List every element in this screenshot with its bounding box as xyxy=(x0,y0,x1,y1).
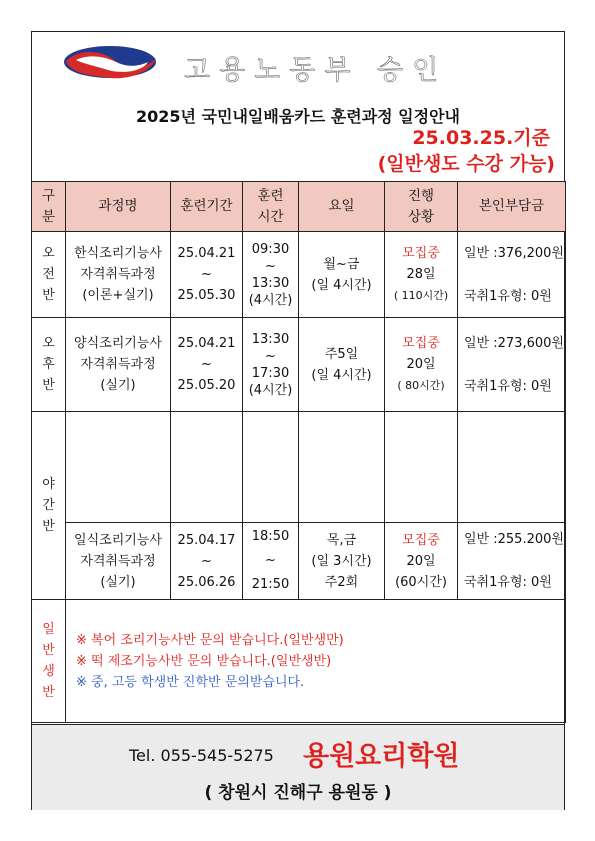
notes-content xyxy=(66,600,566,723)
table-row xyxy=(32,523,566,600)
course-days: 주5일 (일 4시간) xyxy=(299,318,385,412)
ministry-name: 고용노동부 승인 xyxy=(184,55,448,86)
note-line: ※ 복어 조리기능사반 문의 받습니다.(일반생만) xyxy=(76,632,344,648)
address: ( 창원시 진해구 용원동 ) xyxy=(204,783,392,803)
course-status: 모집중 20일 (60시간) xyxy=(385,523,458,600)
header-days: 요일 xyxy=(299,182,385,232)
course-days: 월~금 (일 4시간) xyxy=(299,232,385,318)
header-course: 과정명 xyxy=(66,182,171,232)
table-row xyxy=(32,318,566,412)
course-status: 모집중 28일 ( 110시간) xyxy=(385,232,458,318)
course-time: 09:30 ~ 13:30 (4시간) xyxy=(243,232,299,318)
reference-date: 25.03.25.기준 xyxy=(412,127,550,149)
course-fee: 일반 :273,600원 국취1유형: 0원 xyxy=(458,318,566,412)
status-badge: 모집중 xyxy=(402,532,440,548)
notes-row xyxy=(32,600,566,723)
header-status: 진행 상황 xyxy=(385,182,458,232)
course-days: 목,금 (일 3시간) 주2회 xyxy=(299,523,385,600)
header-time: 훈련 시간 xyxy=(243,182,299,232)
header-gubun: 구 분 xyxy=(32,182,66,232)
status-badge: 모집중 xyxy=(402,336,440,351)
course-fee: 일반 :255.200원 국취1유형: 0원 xyxy=(458,523,566,600)
schedule-sheet xyxy=(31,31,565,810)
header-period: 훈련기간 xyxy=(171,182,243,232)
page-title: 2025년 국민내일배움카드 훈련과정 일정안내 xyxy=(136,107,460,126)
course-period: 25.04.21 ~ 25.05.20 xyxy=(171,318,243,412)
table-header-row xyxy=(32,182,566,232)
table-row-empty xyxy=(32,412,566,523)
row-gubun: 야 간 반 xyxy=(32,412,66,600)
course-time: 18:50 ~ 21:50 xyxy=(243,523,299,600)
course-name: 한식조리기능사 자격취득과정 (이론+실기) xyxy=(66,232,171,318)
course-period: 25.04.17 ~ 25.06.26 xyxy=(171,523,243,600)
phone-number: Tel. 055-545-5275 xyxy=(129,746,274,765)
course-name: 양식조리기능사 자격취득과정 (실기) xyxy=(66,318,171,412)
note-line: ※ 떡 제조기능사반 문의 받습니다.(일반생반) xyxy=(76,653,332,669)
general-student-note: (일반생도 수강 가능) xyxy=(377,153,555,175)
header xyxy=(32,32,564,182)
course-name: 일식조리기능사 자격취득과정 (실기) xyxy=(66,523,171,600)
notes-label: 일 반 생 반 xyxy=(32,600,66,723)
course-fee: 일반 :376,200원 국취1유형: 0원 xyxy=(458,232,566,318)
table-row xyxy=(32,232,566,318)
row-gubun: 오 후 반 xyxy=(32,318,66,412)
header-fee: 본인부담금 xyxy=(458,182,566,232)
status-badge: 모집중 xyxy=(402,246,440,261)
footer xyxy=(32,724,564,810)
course-time: 13:30 ~ 17:30 (4시간) xyxy=(243,318,299,412)
schedule-table xyxy=(31,181,566,723)
course-status: 모집중 20일 ( 80시간) xyxy=(385,318,458,412)
row-gubun: 오 전 반 xyxy=(32,232,66,318)
course-period: 25.04.21 ~ 25.05.30 xyxy=(171,232,243,318)
note-line: ※ 중, 고등 학생반 진학반 문의받습니다. xyxy=(76,674,305,690)
academy-name: 용원요리학원 xyxy=(303,741,460,772)
government-logo-icon xyxy=(62,44,158,80)
